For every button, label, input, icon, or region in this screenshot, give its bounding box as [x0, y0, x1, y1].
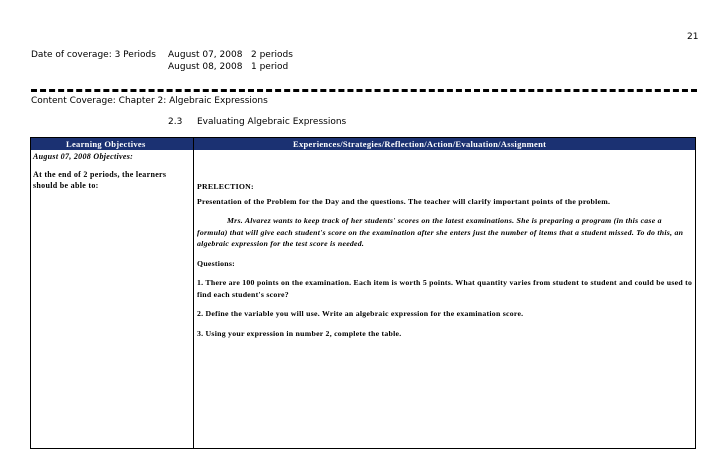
question-3: 3. Using your expression in number 2, complete the table.	[197, 328, 402, 338]
dashed-divider	[31, 89, 697, 92]
page-number: 21	[687, 32, 699, 42]
lesson-table	[30, 137, 696, 449]
coverage-date-2: August 08, 2008	[168, 62, 243, 72]
coverage-periods-2: 1 period	[251, 62, 289, 72]
objectives-intro: At the end of 2 periods, the learners should be able to:	[33, 170, 167, 190]
prelection-heading: PRELECTION:	[197, 182, 254, 191]
question-2: 2. Define the variable you will use. Write an algebraic expression for the examination score.	[197, 309, 524, 318]
column-divider	[193, 138, 194, 448]
header-learning-objectives: Learning Objectives	[66, 139, 146, 149]
objectives-title: August 07, 2008 Objectives:	[33, 152, 134, 161]
prelection-text: Presentation of the Problem for the Day and the questions. The teacher will clarify important points of the problem.	[197, 196, 611, 206]
header-experiences: Experiences/Strategies/Reflection/Action/Evaluation/Assignment	[293, 139, 547, 149]
coverage-date-1: August 07, 2008	[168, 50, 243, 60]
date-coverage-label: Date of coverage: 3 Periods	[31, 50, 156, 60]
experiences-column	[197, 181, 693, 339]
table-header	[31, 138, 695, 150]
section-number: 2.3	[168, 117, 183, 127]
coverage-periods-1: 2 periods	[251, 50, 293, 60]
content-coverage: Content Coverage: Chapter 2: Algebraic Expressions	[31, 96, 268, 106]
question-1: 1. There are 100 points on the examination. Each item is worth 5 points. What quantity varies from student to student and could be used to find each student's score?	[197, 278, 693, 299]
section-title: Evaluating Algebraic Expressions	[197, 117, 347, 127]
objectives-column	[33, 151, 191, 191]
questions-heading: Questions:	[197, 258, 236, 268]
problem-text: Mrs. Alvarez wants to keep track of her students' scores on the latest examinations. She is preparing a program (in this case a formula) that will give each student's score on the examination after she enters just the number of items that a student missed. To do this, an algebraic expression for the test score is needed.	[197, 216, 684, 248]
